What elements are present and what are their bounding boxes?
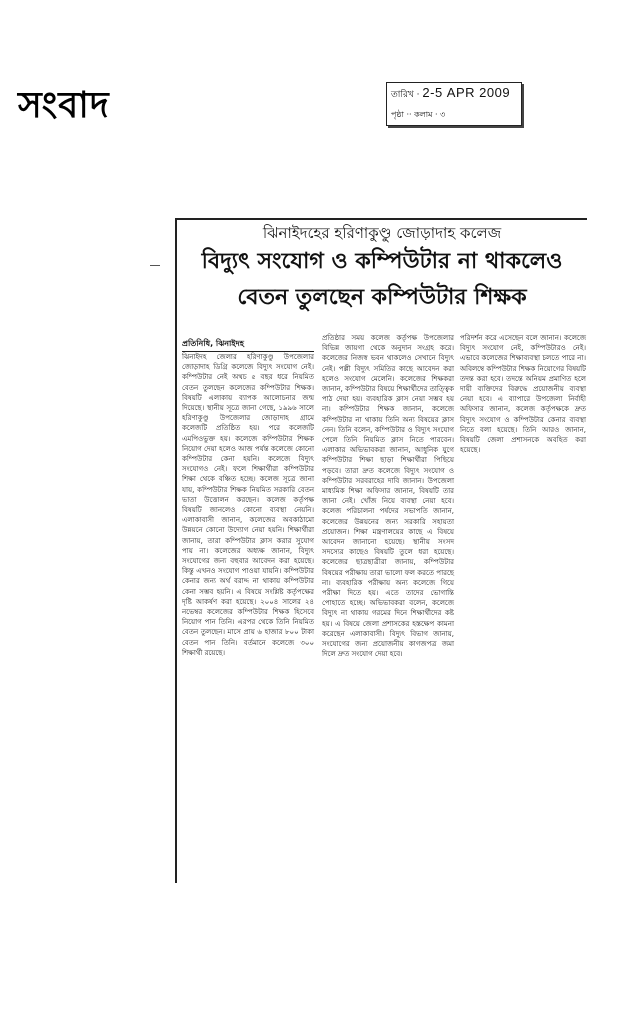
byline: প্রতিনিধি, ঝিনাইদহ (182, 338, 314, 352)
article-kicker: ঝিনাইদহের হরিণাকুণ্ডু জোড়াদাহ কলেজ (262, 224, 502, 242)
page-column-row: পৃষ্ঠা ·· কলাম · ৩ (391, 110, 446, 119)
date-value: 2-5 APR 2009 (422, 85, 511, 100)
article-column-2: প্রতিষ্ঠার সময় কলেজ কর্তৃপক্ষ উপজেলার বিভিন্ন জায়গা থেকে অনুদান সংগ্রহ করে। কলেজের নিজস্ব ভবন থাকলেও সেখানে বিদ্যুৎ নেই। পল্লী বিদ্যুৎ সমিতির কাছে আবেদন করা হলেও সংযোগ মেলেনি। কলেজের শিক্ষকরা জানান, কম্পিউটার বিষয়ে শিক্ষার্থীদের তাত্ত্বিক পাঠ দেয়া হয়। ব্যবহারিক ক্লাস নেয়া সম্ভব হয় না। কম্পিউটার শিক্ষক জানান, কলেজে কম্পিউটার না থাকায় তিনি অন্য বিষয়ের ক্লাস নেন। তিনি বলেন, কম্পিউটার ও বিদ্যুৎ সংযোগ পেলে তিনি নিয়মিত ক্লাস নিতে পারবেন। এলাকার অভিভাবকরা জানান, আধুনিক যুগে কম্পিউটার শিক্ষা ছাড়া শিক্ষার্থীরা পিছিয়ে পড়বে। তারা দ্রুত কলেজে বিদ্যুৎ সংযোগ ও কম্পিউটার সরবরাহের দাবি জানান। উপজেলা মাধ্যমিক শিক্ষা অফিসার জানান, বিষয়টি তার জানা নেই। খোঁজ নিয়ে ব্যবস্থা নেয়া হবে। কলেজ পরিচালনা পর্ষদের সভাপতি জানান, কলেজের উন্নয়নের জন্য সরকারি সহায়তা প্রয়োজন। শিক্ষা মন্ত্রণালয়ের কাছে এ বিষয়ে আবেদন জানানো হয়েছে। স্থানীয় সংসদ সদস্যের কাছেও বিষয়টি তুলে ধরা হয়েছে। কলেজের ছাত্রছাত্রীরা জানায়, কম্পিউটার বিষয়ের পরীক্ষায় তারা ভালো ফল করতে পারছে না। ব্যবহারিক পরীক্ষায় অন্য কলেজে গিয়ে পরীক্ষা দিতে হয়। এতে তাদের ভোগান্তি পোহাতে হচ্ছে। অভিভাবকরা বলেন, কলেজে বিদ্যুৎ না থাকায় গরমের দিনে শিক্ষার্থীদের কষ্ট হয়। এ বিষয়ে জেলা প্রশাসকের হস্তক্ষেপ কামনা করেছেন এলাকাবাসী। বিদ্যুৎ বিভাগ জানায়, সংযোগের জন্য প্রয়োজনীয় কাগজপত্র জমা দিলে দ্রুত সংযোগ দেয়া হবে। (322, 334, 454, 659)
date-label: তারিখ (391, 90, 414, 100)
date-row: তারিখ · 2-5 APR 2009 (391, 85, 511, 100)
margin-mark (150, 265, 160, 266)
headline-line-2: বেতন তুলছেন কম্পিউটার শিক্ষক (237, 285, 527, 310)
column-label: কলাম (414, 110, 433, 119)
article-column-3: পরিদর্শন করে এসেছেন বলে জানান। কলেজে বিদ্যুৎ সংযোগ নেই, কম্পিউটারও নেই। এভাবে কলেজের শিক্ষাব্যবস্থা চলতে পারে না। অবিলম্বে কম্পিউটার শিক্ষক নিয়োগের বিষয়টি তদন্ত করা হবে। তদন্তে অনিয়ম প্রমাণিত হলে দায়ী ব্যক্তিদের বিরুদ্ধে প্রয়োজনীয় ব্যবস্থা নেয়া হবে। এ ব্যাপারে উপজেলা নির্বাহী অফিসার জানান, কলেজ কর্তৃপক্ষকে দ্রুত বিদ্যুৎ সংযোগ ও কম্পিউটার কেনার ব্যবস্থা নিতে বলা হয়েছে। তিনি আরও জানান, বিষয়টি জেলা প্রশাসনকে অবহিত করা হয়েছে। (460, 334, 586, 455)
newspaper-masthead: সংবাদ (18, 85, 110, 126)
page-label: পৃষ্ঠা (391, 110, 404, 119)
column-value: ৩ (440, 110, 446, 119)
article-column-1: ঝিনাইদহ জেলার হরিণাকুণ্ডু উপজেলার জোড়াদাহ ডিগ্রি কলেজে বিদ্যুৎ সংযোগ নেই। কম্পিউটার নেই অথচ ৫ বছর ধরে নিয়মিত বেতন তুলছেন কলেজের কম্পিউটার শিক্ষক। বিষয়টি এলাকায় ব্যাপক আলোচনার জন্ম দিয়েছে। স্থানীয় সূত্রে জানা গেছে, ১৯৯৬ সালে হরিণাকুণ্ডু উপজেলার জোড়াদাহ গ্রামে কলেজটি প্রতিষ্ঠিত হয়। পরে কলেজটি এমপিওভুক্ত হয়। কলেজে কম্পিউটার শিক্ষক নিয়োগ দেয়া হলেও আজ পর্যন্ত কলেজে কোনো কম্পিউটার কেনা হয়নি। কলেজে বিদ্যুৎ সংযোগও নেই। ফলে শিক্ষার্থীরা কম্পিউটার শিক্ষা থেকে বঞ্চিত হচ্ছে। কলেজ সূত্রে জানা যায়, কম্পিউটার শিক্ষক নিয়মিত সরকারি বেতন ভাতা উত্তোলন করছেন। কলেজ কর্তৃপক্ষ বিষয়টি জানলেও কোনো ব্যবস্থা নেয়নি। এলাকাবাসী জানান, কলেজের অবকাঠামো উন্নয়নে কোনো উদ্যোগ নেয়া হয়নি। শিক্ষার্থীরা জানায়, তারা কম্পিউটার ক্লাস করার সুযোগ পায় না। কলেজের অধ্যক্ষ জানান, বিদ্যুৎ সংযোগের জন্য বহুবার আবেদন করা হয়েছে। কিন্তু এখনও সংযোগ পাওয়া যায়নি। কম্পিউটার কেনার জন্য অর্থ বরাদ্দ না থাকায় কম্পিউটার কেনা সম্ভব হয়নি। এ বিষয়ে সংশ্লিষ্ট কর্তৃপক্ষের দৃষ্টি আকর্ষণ করা হয়েছে। ২০০৪ সালের ২৪ নভেম্বর কলেজের কম্পিউটার শিক্ষক হিসেবে নিয়োগ পান তিনি। এরপর থেকে তিনি নিয়মিত বেতন তুলছেন। মাসে প্রায় ৬ হাজার ৮০০ টাকা বেতন পান তিনি। বর্তমানে কলেজে ৩০০ শিক্ষার্থী রয়েছে। (182, 353, 314, 657)
date-stamp (386, 82, 522, 126)
headline-line-1: বিদ্যুৎ সংযোগ ও কম্পিউটার না থাকলেও (201, 249, 563, 274)
headline-group (184, 222, 580, 316)
clipping-border (175, 218, 177, 883)
